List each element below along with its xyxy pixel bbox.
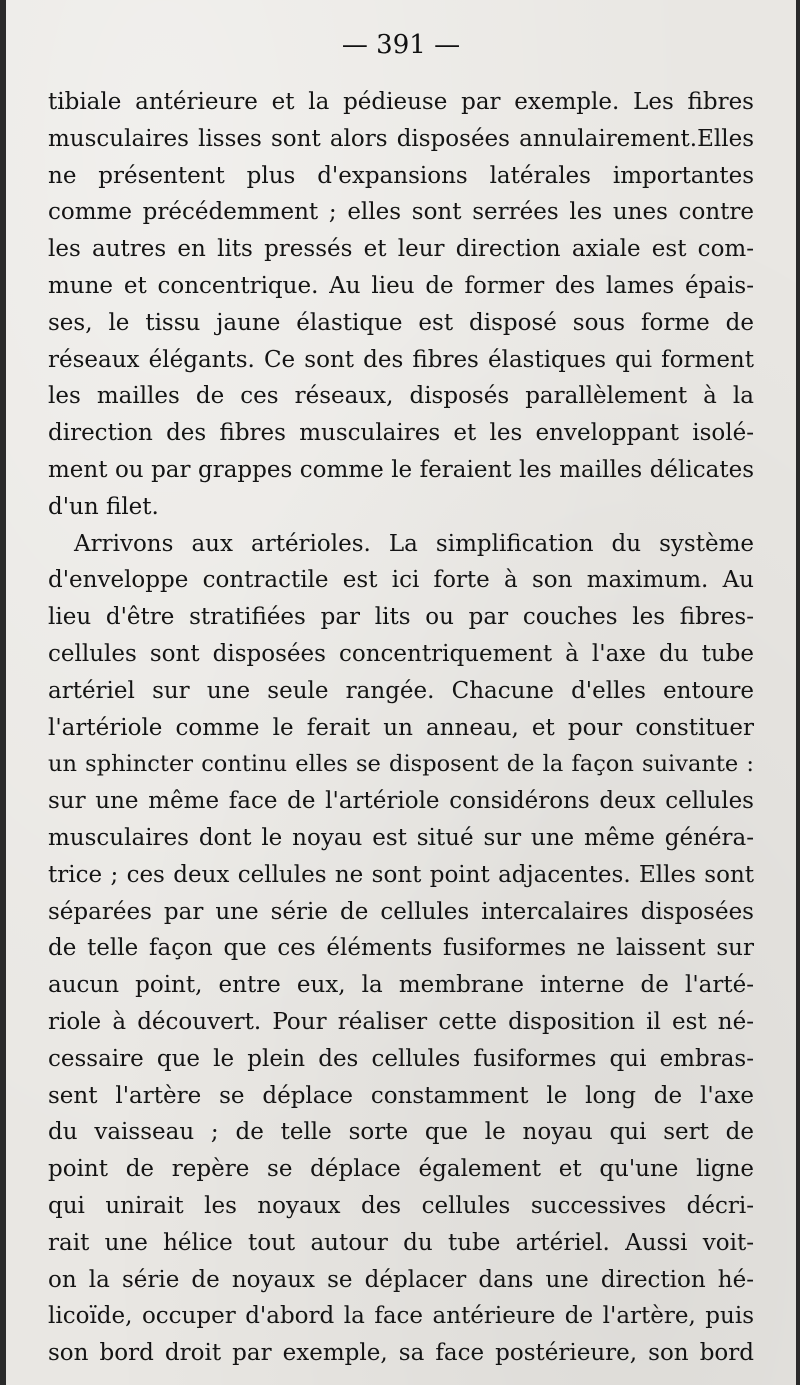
text-line: ne présentent plus d'expansions latérales importantes xyxy=(48,162,754,189)
text-line: point de repère se déplace également et qu'une ligne xyxy=(48,1156,754,1183)
text-line: un sphincter continu elles se disposent de la façon suivante : xyxy=(48,751,754,778)
text-line: ment ou par grappes comme le feraient les mailles délicates xyxy=(48,456,754,483)
text-line: sent l'artère se déplace constamment le long de l'axe xyxy=(48,1082,754,1109)
text-line: tibiale antérieure et la pédieuse par exemple. Les fibres xyxy=(48,89,754,115)
text-line: comme précédemment ; elles sont serrées les unes contre xyxy=(48,199,754,226)
text-line: d'un filet. xyxy=(48,493,159,520)
book-page xyxy=(6,0,796,1385)
text-line: musculaires dont le noyau est situé sur une même généra- xyxy=(48,824,754,851)
text-line: d'enveloppe contractile est ici forte à son maximum. Au xyxy=(48,567,754,594)
paragraph-1 xyxy=(48,84,754,526)
text-line: on la série de noyaux se déplacer dans une direction hé- xyxy=(48,1266,754,1293)
text-line: trice ; ces deux cellules ne sont point adjacentes. Elles sont xyxy=(48,861,754,888)
body-text xyxy=(48,84,754,1372)
text-line: les mailles de ces réseaux, disposés parallèlement à la xyxy=(48,383,754,410)
text-line: direction des fibres musculaires et les enveloppant isolé- xyxy=(48,420,754,447)
text-line: ses, le tissu jaune élastique est disposé sous forme de xyxy=(48,309,754,336)
text-line: réseaux élégants. Ce sont des fibres élastiques qui forment xyxy=(48,346,754,373)
text-line: son bord droit par exemple, sa face postérieure, son bord xyxy=(48,1340,754,1367)
text-line: Arrivons aux artérioles. La simplification du système xyxy=(74,530,754,557)
text-line: l'artériole comme le ferait un anneau, et pour constituer xyxy=(48,714,754,741)
text-line: sur une même face de l'artériole considérons deux cellules xyxy=(48,788,754,815)
text-line: mune et concentrique. Au lieu de former des lames épais- xyxy=(48,272,754,299)
text-line: les autres en lits pressés et leur direction axiale est com- xyxy=(48,236,754,263)
text-line: riole à découvert. Pour réaliser cette disposition il est né- xyxy=(48,1008,754,1035)
text-line: de telle façon que ces éléments fusiformes ne laissent sur xyxy=(48,935,754,962)
text-line: licoïde, occuper d'abord la face antérieure de l'artère, puis xyxy=(48,1303,754,1330)
text-line: rait une hélice tout autour du tube artériel. Aussi voit- xyxy=(48,1229,754,1256)
text-line: artériel sur une seule rangée. Chacune d'elles entoure xyxy=(48,677,754,704)
paragraph-2 xyxy=(48,526,754,1372)
text-line: séparées par une série de cellules intercalaires disposées xyxy=(48,898,754,925)
text-line: cellules sont disposées concentriquement à l'axe du tube xyxy=(48,640,754,667)
page-number: — 391 — xyxy=(341,30,461,60)
text-line: lieu d'être stratifiées par lits ou par couches les fibres- xyxy=(48,604,754,631)
text-line: musculaires lisses sont alors disposées annulairement.Elles xyxy=(48,125,754,152)
text-line: aucun point, entre eux, la membrane interne de l'arté- xyxy=(48,972,754,999)
text-line: du vaisseau ; de telle sorte que le noyau qui sert de xyxy=(48,1119,754,1146)
text-line: cessaire que le plein des cellules fusiformes qui embras- xyxy=(48,1045,754,1072)
text-line: qui unirait les noyaux des cellules successives décri- xyxy=(48,1192,754,1219)
